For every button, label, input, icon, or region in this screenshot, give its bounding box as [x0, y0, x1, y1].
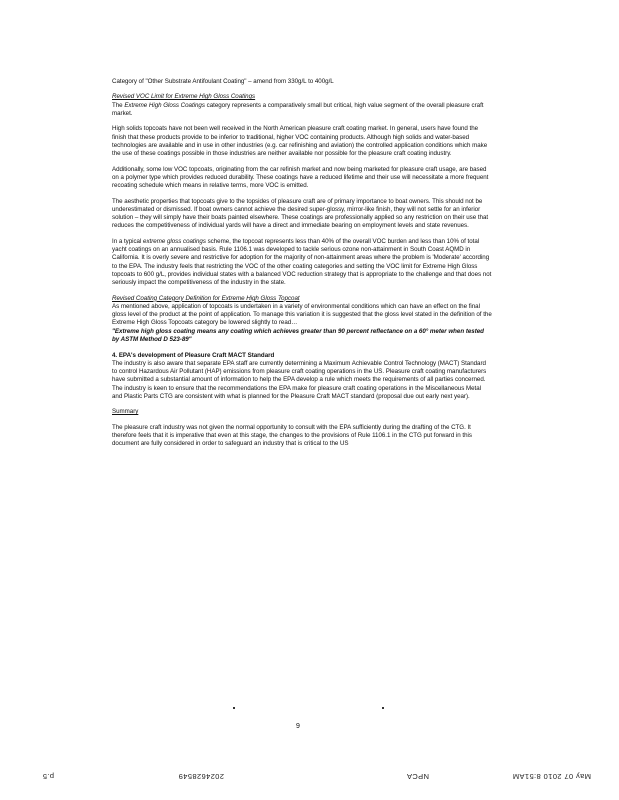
summary-heading: Summary [112, 408, 139, 416]
intro-prefix: The [112, 101, 125, 109]
summary-text: The pleasure craft industry was not given the normal opportunity to consult with the EPA sufficiently during the drafting of the CTG. It therefore feels that it is imperative that even at this stage, the changes to the provisions of Rule 1106.1 in the CTG put forward in this document are fully considered in order to safeguard an industry that is critical to the US [112, 423, 472, 448]
scan-mark [382, 707, 384, 709]
extreme-gloss-section [112, 93, 492, 118]
section-title-voc-limit: Revised VOC Limit for Extreme High Gloss Coatings [112, 93, 256, 101]
typical-prefix: In a typical [112, 237, 144, 245]
page-number: 9 [296, 723, 300, 730]
fax-number: 2024628549 [178, 772, 224, 781]
definition-text: As mentioned above, application of topcoats is undertaken in a variety of environmental conditions which can have an effect on the final gloss level of the product at the point of application. To manage this variation it is suggested that the gloss level stated in the definition of the Extreme High Gloss Topcoats category be lowered slightly to read… [112, 302, 492, 327]
section-title-mact: 4. EPA's development of Pleasure Craft MACT Standard [112, 351, 275, 359]
intro-text: category represents a comparatively small but critical, high value segment of the overall pleasure craft market. [112, 101, 484, 117]
document-body [112, 78, 492, 456]
paragraph-high-solids: High solids topcoats have not been well received in the North American pleasure craft coating market. In general, users have found the finish that these products provide to be inferior to traditional, higher VOC containing products. Although high solids and water-based technologies are available and in use in other industries (e.g. car refinishing and aviation) the controlled application conditions which make the use of these coatings possible in those industries are neither available nor possible for the pleasure craft coating industry. [112, 125, 488, 158]
typical-emphasis: extreme gloss coatings [143, 237, 206, 245]
fax-footer [0, 767, 619, 781]
definition-section [112, 295, 492, 345]
paragraph-low-voc-topcoats: Additionally, some low VOC topcoats, originating from the car refinish market and now being marketed for pleasure craft usage, are based on a polymer type which provides reduced durability. These coatings have a reduced lifetime and their use will necessitate a more frequent recoating schedule which means in relative terms, more VOC is emitted. [112, 165, 489, 190]
section-title-definition: Revised Coating Category Definition for Extreme High Gloss Topcoat [112, 294, 300, 302]
intro-emphasis: Extreme High Gloss Coatings [124, 101, 205, 109]
definition-quote: "Extreme high gloss coating means any coating which achieves greater than 90 percent reflectance on a 60° meter when tested by ASTM Method D 523-89" [112, 327, 484, 343]
scan-mark [233, 707, 235, 709]
paragraph-aesthetics: The aesthetic properties that topcoats give to the topsides of pleasure craft are of primary importance to boat owners. This should not be underestimated or dismissed. If boat owners cannot achieve the desired super-glossy, mirror-like finish, they will not settle for an inferior solution – they will simply have their boats painted elsewhere. These coatings are professionally applied so any restriction on their use that reduces the competitiveness of individual yards will have a direct and immediate bearing on employment levels and state revenues. [112, 197, 489, 230]
mact-text: The industry is also aware that separate EPA staff are currently determining a Maximum Achievable Control Technology (MACT) Standard to control Hazardous Air Pollutant (HAP) emissions from pleasure craft coating operations in the US. Pleasure craft coating manufacturers have submitted a substantial amount of information to help the EPA develop a rule which meets the requirements of all parties concerned. The industry is keen to ensure that the recommendations the EPA make for pleasure craft coating operations in the Miscellaneous Metal and Plastic Parts CTG are consistent with what is planned for the Pleasure Craft MACT standard (proposal due out early next year). [112, 359, 487, 400]
fax-page: p.5 [42, 772, 54, 781]
mact-section [112, 352, 492, 402]
category-heading: Category of "Other Substrate Antifoulant Coating" – amend from 330g/L to 400g/L [112, 78, 334, 85]
fax-sender: NPCA [406, 772, 429, 781]
fax-date: May 07 2010 8:51AM [512, 772, 591, 781]
paragraph-typical-scheme [112, 238, 492, 288]
typical-text: scheme, the topcoat represents less than 40% of the overall VOC burden and less than 10% of total yacht coatings on an annualised basis. Rule 1106.1 was developed to tackle serious ozone non-attainment in South Coast AQMD in California. It is overly severe and restrictive for adoption for the majority of non-attainment areas where the problem is 'Moderate' according to the EPA. The industry feels that restricting the VOC of the other coating categories and setting the VOC limit for Extreme High Gloss topcoats to 600 g/L, provides individual states with a balanced VOC reduction strategy that is appropriate to the challenge and that does not seriously impact the competitiveness of the industry in the state. [112, 237, 492, 287]
